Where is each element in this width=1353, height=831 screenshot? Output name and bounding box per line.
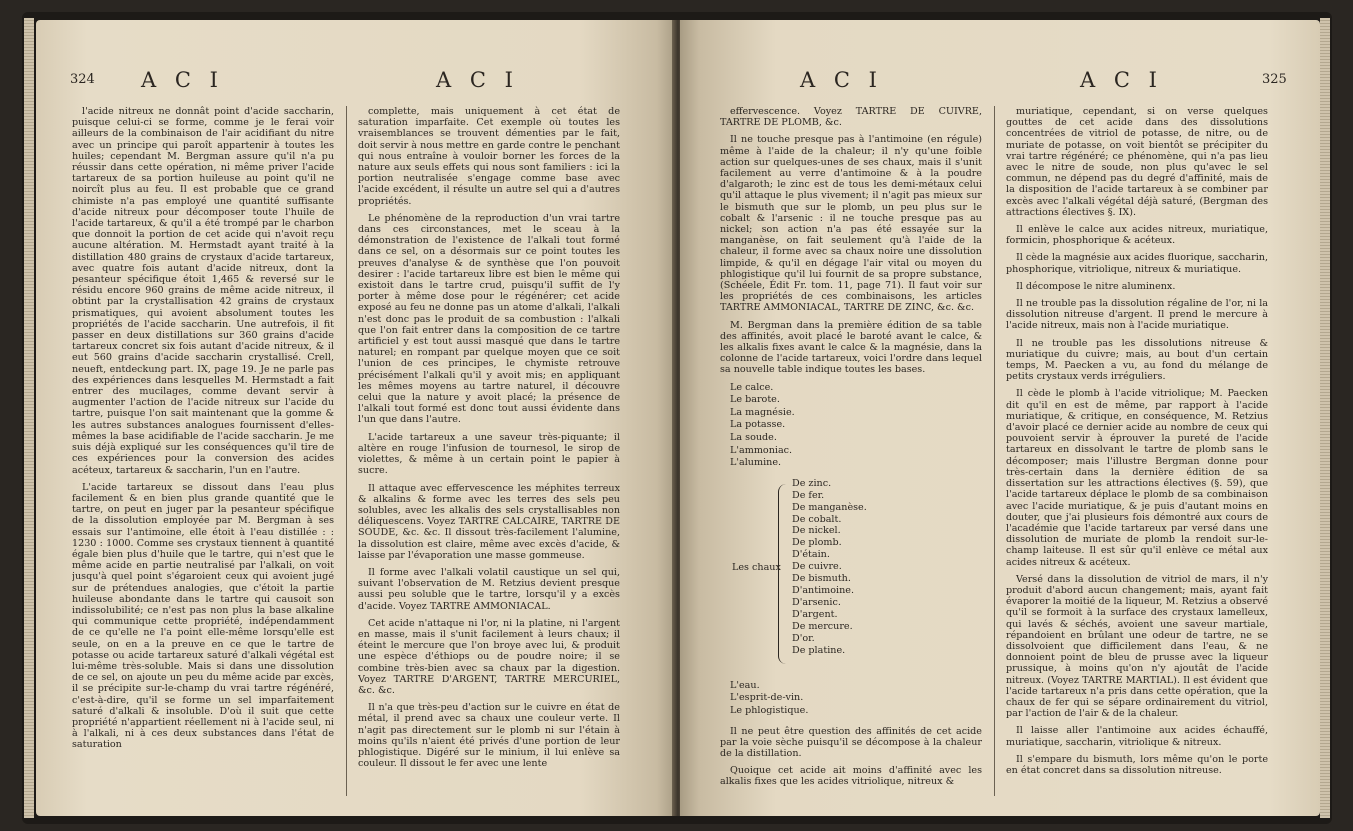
paragraph: Cet acide n'attaque ni l'or, ni la platine, ni l'argent en masse, mais il s'unit facilement à leurs chaux; il éteint le mercure que l'on broye avec lui, & produit une espèce d'éthiops ou de poudre noire; il se combine très-bien avec sa chaux par la digestion. Voyez TARTRE D'ARGENT, TARTRE MERCURIEL, &c. &c. (358, 617, 620, 696)
paragraph: Versé dans la dissolution de vitriol de mars, il n'y produit d'abord aucun changement; mais, ayant fait évaporer la moitié de la liqueur, M. Retzius a observé qu'il se formoit à la surface des crystaux lamelleux, qui lavés & séchés, avoient une saveur martiale, répandoient en brûlant une odeur de tartre, ne se dissolvoient que difficilement dans l'eau, & ne donnoient point de bleu de prusse avec la liqueur prussique, à moins qu'on n'y ajoutât de l'acide nitreux. (Voyez TARTRE MARTIAL). Il est évident que l'acide tartareux n'a pris dans cette opération, que la chaux de fer qui se sépare ordinairement du vitriol, par l'action de l'air & de la chaleur. (1006, 573, 1268, 720)
paragraph: Il s'empare du bismuth, lors même qu'on le porte en état concret dans sa dissolution nitreuse. (1006, 753, 1268, 776)
list-item: Le barote. (730, 394, 780, 406)
paragraph: Il cède le plomb à l'acide vitriolique; M. Paecken dit qu'il en est de même, par rapport à l'acide muriatique, & critique, en conséquence, M. Retzius d'avoir placé ce dernier acide au nombre de ceux qui pouvoient servir à éprouver la pureté de l'acide tartareux en dissolvant le tartre de plomb sans le décomposer; mais l'illustre Bergman donne pour très-certain dans la dernière édition de sa dissertation sur les attractions électives (§. 59), que l'acide tartareux déplace le plomb de sa combinaison avec l'acide muriatique, & je puis d'autant moins en douter, que j'ai plusieurs fois démontré aux cours de l'académie que l'acide tartareux par versé dans une dissolution de muriate de plomb la rendoit sur-le-champ laiteuse. Il est sûr qu'il enlève ce métal aux acides nitreux & acéteux. (1006, 388, 1268, 568)
left-page-column-1 (72, 106, 334, 796)
bases-list (730, 382, 982, 470)
list-item: Le phlogistique. (730, 705, 809, 717)
running-header-left: A C I (141, 68, 224, 92)
book (22, 12, 1332, 824)
after-list (730, 680, 982, 718)
right-page-column-2 (1006, 106, 1268, 796)
brace (778, 484, 787, 664)
list-item: De plomb. (792, 537, 842, 549)
left-page (36, 20, 676, 816)
chaux-items (792, 478, 867, 657)
page-edges-left (24, 18, 34, 818)
list-item: De zinc. (792, 477, 832, 489)
list-item: De fer. (792, 489, 825, 501)
list-item: D'arsenic. (792, 596, 841, 608)
paragraph: L'acide tartareux se dissout dans l'eau plus facilement & en bien plus grande quantité que le tartre, on peut en juger par la pesanteur spécifique de la dissolution employée par M. Bergman à ses essais sur l'antimoine, elle étoit à l'eau distillée : : 1230 : 1000. Comme ses crystaux tiennent à quantité égale bien plus d'huile que le tartre, qui n'est que le même acide en partie neutralisé par l'alkali, on voit jusqu'à quel point s'égaroient ceux qui avoient jugé sur de prétendues analogies, que c'étoit la partie huileuse abondante dans le tartre qui causoit son indissolubilité; ce n'est pas non plus la base alkaline qui communique cette propriété, indépendamment de ce qu'elle ne l'a point elle-même lorsqu'elle est seule, on en a la preuve en ce que le tartre de potasse ou acide tartareux saturé d'alkali végétal est lui-même très-soluble. Mais si dans une dissolution de ce sel, on ajoute un peu du même acide par excès, il se précipite sur-le-champ du vrai tartre régénéré, c'est-à-dire, qu'il se forme un sel imparfaitement saturé d'alkali & insoluble. D'où il suit que cette propriété n'appartient réellement ni à l'acide seul, ni à l'alkali, ni à ces deux substances dans l'état de saturation (72, 481, 334, 751)
paragraph: Il ne trouble pas les dissolutions nitreuse & muriatique du cuivre; mais, au bout d'un certain temps, M. Paecken a vu, au fond du mélange de petits crystaux verds irréguliers. (1006, 337, 1268, 383)
page-number: 325 (1262, 72, 1287, 87)
list-item: De cuivre. (792, 561, 842, 573)
paragraph: muriatique, cependant, si on verse quelques gouttes de cet acide dans des dissolutions concentrées de vitriol de potasse, de nitre, ou de muriate de potasse, on voit bientôt se précipiter du vrai tartre régénéré; ce phénomène, qui n'a pas lieu avec le nitre de soude, non plus qu'avec le sel commun, ne dépend pas du degré d'affinité, mais de la disposition de l'acide tartareux à se combiner par excès avec l'alkali végétal déjà saturé, (Bergman des attractions électives §. IX). (1006, 106, 1268, 218)
list-item: L'ammoniac. (730, 444, 793, 456)
paragraph: Il ne touche presque pas à l'antimoine (en régule) même à l'aide de la chaleur; il n'y qu'une foible action sur quelques-unes de ses chaux, mais il s'unit facilement au verre d'antimoine & à la poudre d'algaroth; le zinc est de tous les demi-métaux celui qu'il attaque le plus vivement; il n'agit pas mieux sur le bismuth que sur le plomb, un peu plus sur le cobalt & l'arsenic : il ne touche presque pas au nickel; son action n'a pas été essayée sur la manganèse, on fait seulement qu'à l'aide de la chaleur, il forme avec sa chaux noire une dissolution limpide, & qu'il en dégage l'air vital ou moyen du phlogistique qu'il lui fournit de sa propre substance, (Schéele, Édit Fr. tom. 11, page 71). Il faut voir sur les propriétés de ces combinaisons, les articles TARTRE AMMONIACAL, TARTRE DE ZINC, &c. &c. (720, 134, 982, 314)
paragraph: Il décompose le nitre aluminenx. (1016, 280, 1176, 292)
list-item: La magnésie. (730, 406, 795, 418)
paragraph: Quoique cet acide ait moins d'affinité avec les alkalis fixes que les acides vitriolique, nitreux & (720, 765, 982, 788)
list-item: Le calce. (730, 381, 774, 393)
paragraph: complette, mais uniquement à cet état de saturation imparfaite. Cet exemple où toutes les vraisemblances se trouvent démenties par le fait, doit servir à nous mettre en garde contre le penchant qui nous entraîne à vouloir borner les forces de la nature aux seuls effets qui nous sont familiers : ici la portion neutralisée s'engage comme base avec l'acide excédent, il résulte un autre sel qui a d'autres propriétés. (358, 106, 620, 207)
list-item: L'esprit-de-vin. (730, 692, 804, 704)
list-item: De bismuth. (792, 573, 851, 585)
paragraph: Il attaque avec effervescence les méphites terreux & alkalins & forme avec les terres des sels peu solubles, avec les alkalis des sels crystallisables non déliquescens. Voyez TARTRE CALCAIRE, TARTRE DE SOUDE, &c. &c. Il dissout très-facilement l'alumine, la dissolution est claire, même avec excès d'acide, & laisse par l'évaporation une masse gommeuse. (358, 482, 620, 561)
list-item: De manganèse. (792, 501, 867, 513)
page-number: 324 (70, 72, 95, 87)
right-page-column-1 (720, 106, 982, 796)
paragraph: L'acide tartareux a une saveur très-piquante; il altère en rouge l'infusion de tournesol, le sirop de violettes, & même à un certain point le papier à sucre. (358, 431, 620, 477)
paragraph: Il enlève le calce aux acides nitreux, muriatique, formicin, phosphorique & acéteux. (1006, 224, 1268, 247)
list-item: D'or. (792, 632, 815, 644)
list-item: D'étain. (792, 549, 830, 561)
chaux-label: Les chaux (732, 561, 781, 573)
paragraph: M. Bergman dans la première édition de sa table des affinités, avoit placé le baroté avant le calce, & les alkalis fixes avant le calce & la magnésie, dans la colonne de l'acide tartareux, voici l'ordre dans lequel sa nouvelle table indique toutes les bases. (720, 319, 982, 376)
paragraph: Il ne trouble pas la dissolution régaline de l'or, ni la dissolution nitreuse d'argent. Il prend le mercure à l'acide nitreux, mais non à l'acide muriatique. (1006, 298, 1268, 332)
list-item: La soude. (730, 432, 777, 444)
list-item: L'eau. (730, 679, 760, 691)
paragraph: Il ne peut être question des affinités de cet acide par la voie sèche puisqu'il se décompose à la chaleur de la distillation. (720, 725, 982, 760)
paragraph: Il laisse aller l'antimoine aux acides échauffé, muriatique, saccharin, vitriolique & nitreux. (1006, 725, 1268, 748)
paragraph: Il forme avec l'alkali volatil caustique un sel qui, suivant l'observation de M. Retzius devient presque aussi peu soluble que le tartre, lorsqu'il y a excès d'acide. Voyez TARTRE AMMONIACAL. (358, 566, 620, 612)
paragraph: Il cède la magnésie aux acides fluorique, saccharin, phosphorique, vitriolique, nitreux & muriatique. (1006, 252, 1268, 275)
paragraph: effervescence. Voyez TARTRE DE CUIVRE, TARTRE DE PLOMB, &c. (720, 106, 982, 129)
paragraph: Il n'a que très-peu d'action sur le cuivre en état de métal, il prend avec sa chaux une couleur verte. Il n'agit pas directement sur le plomb ni sur l'étain à moins qu'ils n'aient été privés d'une portion de leur phlogistique. Digéré sur le minium, il lui enlève sa couleur. Il dissout le fer avec une lente (358, 702, 620, 770)
paragraph: Le phénomène de la reproduction d'un vrai tartre dans ces circonstances, met le sceau à la démonstration de l'existence de l'alkali tout formé dans ce sel, on a désormais sur ce point toutes les preuves d'analyse & de synthèse que l'on pouvoit desirer : l'acide tartareux libre est bien le même qui existoit dans le tartre crud, puisqu'il suffit de l'y porter à même dose pour le régénérer; cet acide exposé au feu ne donne pas un atome d'alkali, l'alkali n'est donc pas le produit de sa combustion : l'alkali que l'on fait entrer dans la composition de ce tartre artificiel y est tout aussi masqué que dans le tartre naturel; en rompant par quelque moyen que ce soit l'union de ces principes, le chymiste retrouve précisément l'alkali qu'il y avoit mis; en appliquant les mêmes moyens au tartre naturel, il découvre celui que la nature y avoit placé; la présence de l'alkali tout formé est donc tout aussi évidente dans l'un que dans l'autre. (358, 212, 620, 426)
list-item: De cobalt. (792, 513, 842, 525)
running-header-left: A C I (800, 68, 883, 92)
list-item: L'alumine. (730, 457, 782, 469)
list-item: De mercure. (792, 620, 853, 632)
list-item: D'antimoine. (792, 584, 854, 596)
list-item: D'argent. (792, 608, 838, 620)
list-item: De platine. (792, 644, 846, 656)
right-page (680, 20, 1320, 816)
running-header-right: A C I (436, 68, 519, 92)
left-page-column-2 (358, 106, 620, 796)
chaux-group (720, 478, 982, 674)
page-edges-right (1320, 18, 1330, 818)
list-item: La potasse. (730, 419, 786, 431)
column-rule (346, 106, 347, 796)
paragraph: l'acide nitreux ne donnât point d'acide saccharin, puisque celui-ci se forme, comme je le ferai voir ailleurs de la combinaison de l'air acidifiant du nitre avec un principe qui paroît appartenir à toutes les huiles; cependant M. Bergman assure qu'il n'a pu réussir dans cette opération, ni même priver l'acide tartareux de sa portion huileuse au point qu'il ne noircît plus au feu. Il est probable que ce grand chimiste n'a pas employé une quantité suffisante d'acide nitreux pour décomposer toute l'huile de l'acide tartareux, & qu'il a été trompé par le charbon que donnoit la portion de cet acide qui n'avoit reçu aucune altération. M. Hermstadt ayant traité à la distillation 480 grains de crystaux d'acide tartareux, avec quatre fois autant d'acide nitreux, dont la pesanteur spécifique étoit 1,465 & reversé sur le résidu encore 960 grains de même acide nitreux, il obtint par la crystallisation 42 grains de crystaux prismatiques, qui avoient absolument toutes les propriétés de l'acide saccharin. Une autrefois, il fit passer en deux distillations sur 360 grains d'acide tartareux concret six fois autant d'acide nitreux, & il eut 560 grains d'acide saccharin crystallisé. Crell, neueft, entdeckung part. IX, page 19. Je ne parle pas des expériences dans lesquelles M. Hermstadt a fait entrer des mucilages, comme devant servir à augmenter l'action de l'acide nitreux sur l'acide du tartre, puisque l'on sait maintenant que la gomme & les autres substances analogues fournissent d'elles-mêmes la base acidifiable de l'acide saccharin. Je me suis déjà expliqué sur les conséquences qu'il tire de ces expériences pour la conversion des acides acéteux, tartareux & saccharin, l'un en l'autre. (72, 106, 334, 476)
list-item: De nickel. (792, 525, 841, 537)
running-header-right: A C I (1080, 68, 1163, 92)
column-rule (994, 106, 995, 796)
